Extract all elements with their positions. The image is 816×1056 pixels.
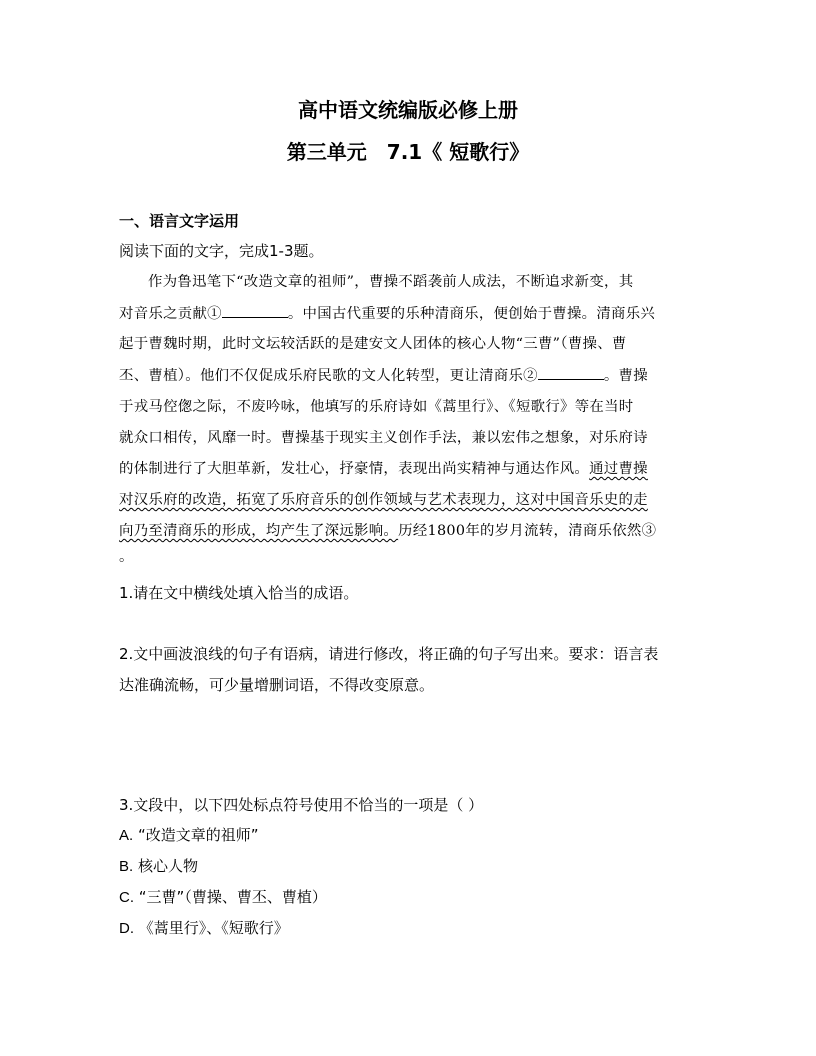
- option-a[interactable]: [119, 824, 259, 847]
- option-d[interactable]: [119, 917, 289, 940]
- option-b-letter: B.: [119, 858, 134, 875]
- question-2-line-2: 达准确流畅，可少量增删词语，不得改变原意。: [119, 676, 435, 694]
- passage-line-8: [119, 489, 648, 511]
- section-heading: 一、语言文字运用: [119, 212, 240, 230]
- option-d-letter: D.: [119, 920, 134, 937]
- section-instruction: 阅读下面的文字，完成1-3题。: [119, 242, 324, 260]
- passage-line-9: [119, 520, 656, 542]
- question-2-line-1: 2.文中画波浪线的句子有语病，请进行修改，将正确的句子写出来。要求：语言表: [119, 645, 659, 663]
- passage-line-4-text-b: 。曹操: [603, 368, 648, 384]
- option-b[interactable]: [119, 855, 198, 878]
- passage-line-3: 起于曹魏时期，此时文坛较活跃的是建安文人团体的核心人物“三曹”（曹操、曹: [119, 336, 627, 352]
- passage-line-4-text-a: 丕、曹植）。他们不仅促成乐府民歌的文人化转型，更让清商乐②: [119, 368, 538, 384]
- passage-line-5: 于戎马倥偬之际，不废吟咏，他填写的乐府诗如《蒿里行》、《短歌行》等在当时: [119, 399, 634, 415]
- passage-line-2: [119, 302, 655, 325]
- question-1: 1.请在文中横线处填入恰当的成语。: [119, 584, 359, 602]
- wavy-underlined-sentence-end: 向乃至清商乐的形成，均产生了深远影响。: [119, 523, 399, 539]
- option-c[interactable]: [119, 886, 327, 909]
- wavy-underlined-sentence-start: 通过曹操: [589, 461, 648, 477]
- passage-line-10: 。: [119, 549, 134, 565]
- option-c-letter: C.: [119, 889, 134, 906]
- document-title: 高中语文统编版必修上册: [298, 98, 518, 122]
- passage-line-7-text-a: 的体制进行了大胆革新，发壮心，抒豪情，表现出尚实精神与通达作风。: [119, 461, 590, 477]
- option-d-text: 《蒿里行》、《短歌行》: [138, 919, 289, 937]
- answer-blank-1[interactable]: [222, 302, 288, 318]
- passage-line-7: [119, 458, 648, 480]
- passage-line-4: [119, 364, 648, 387]
- option-a-letter: A.: [119, 827, 134, 844]
- option-a-text: “改造文章的祖师”: [137, 826, 259, 844]
- passage-line-6: 就众口相传，风靡一时。曹操基于现实主义创作手法，兼以宏伟之想象，对乐府诗: [119, 430, 648, 446]
- wavy-underlined-sentence-middle: 对汉乐府的改造，拓宽了乐府音乐的创作领域与艺术表现力，这对中国音乐史的走: [119, 492, 648, 508]
- option-b-text: 核心人物: [137, 857, 198, 875]
- answer-blank-2[interactable]: [538, 364, 604, 380]
- question-3: 3.文段中，以下四处标点符号使用不恰当的一项是（ ）: [119, 796, 484, 814]
- passage-line-2-text-b: 。中国古代重要的乐种清商乐，便创始于曹操。清商乐兴: [287, 306, 656, 322]
- passage-line-2-text-a: 对音乐之贡献①: [119, 306, 222, 322]
- passage-line-1: 作为鲁迅笔下“改造文章的祖师”，曹操不蹈袭前人成法，不断追求新变，其: [148, 274, 634, 290]
- document-subtitle: 第三单元 7.1《 短歌行》: [286, 140, 530, 164]
- passage-line-9-text-b: 历经1800年的岁月流转，清商乐依然③: [398, 523, 657, 539]
- option-c-text: “三曹”（曹操、曹丕、曹植）: [138, 888, 327, 906]
